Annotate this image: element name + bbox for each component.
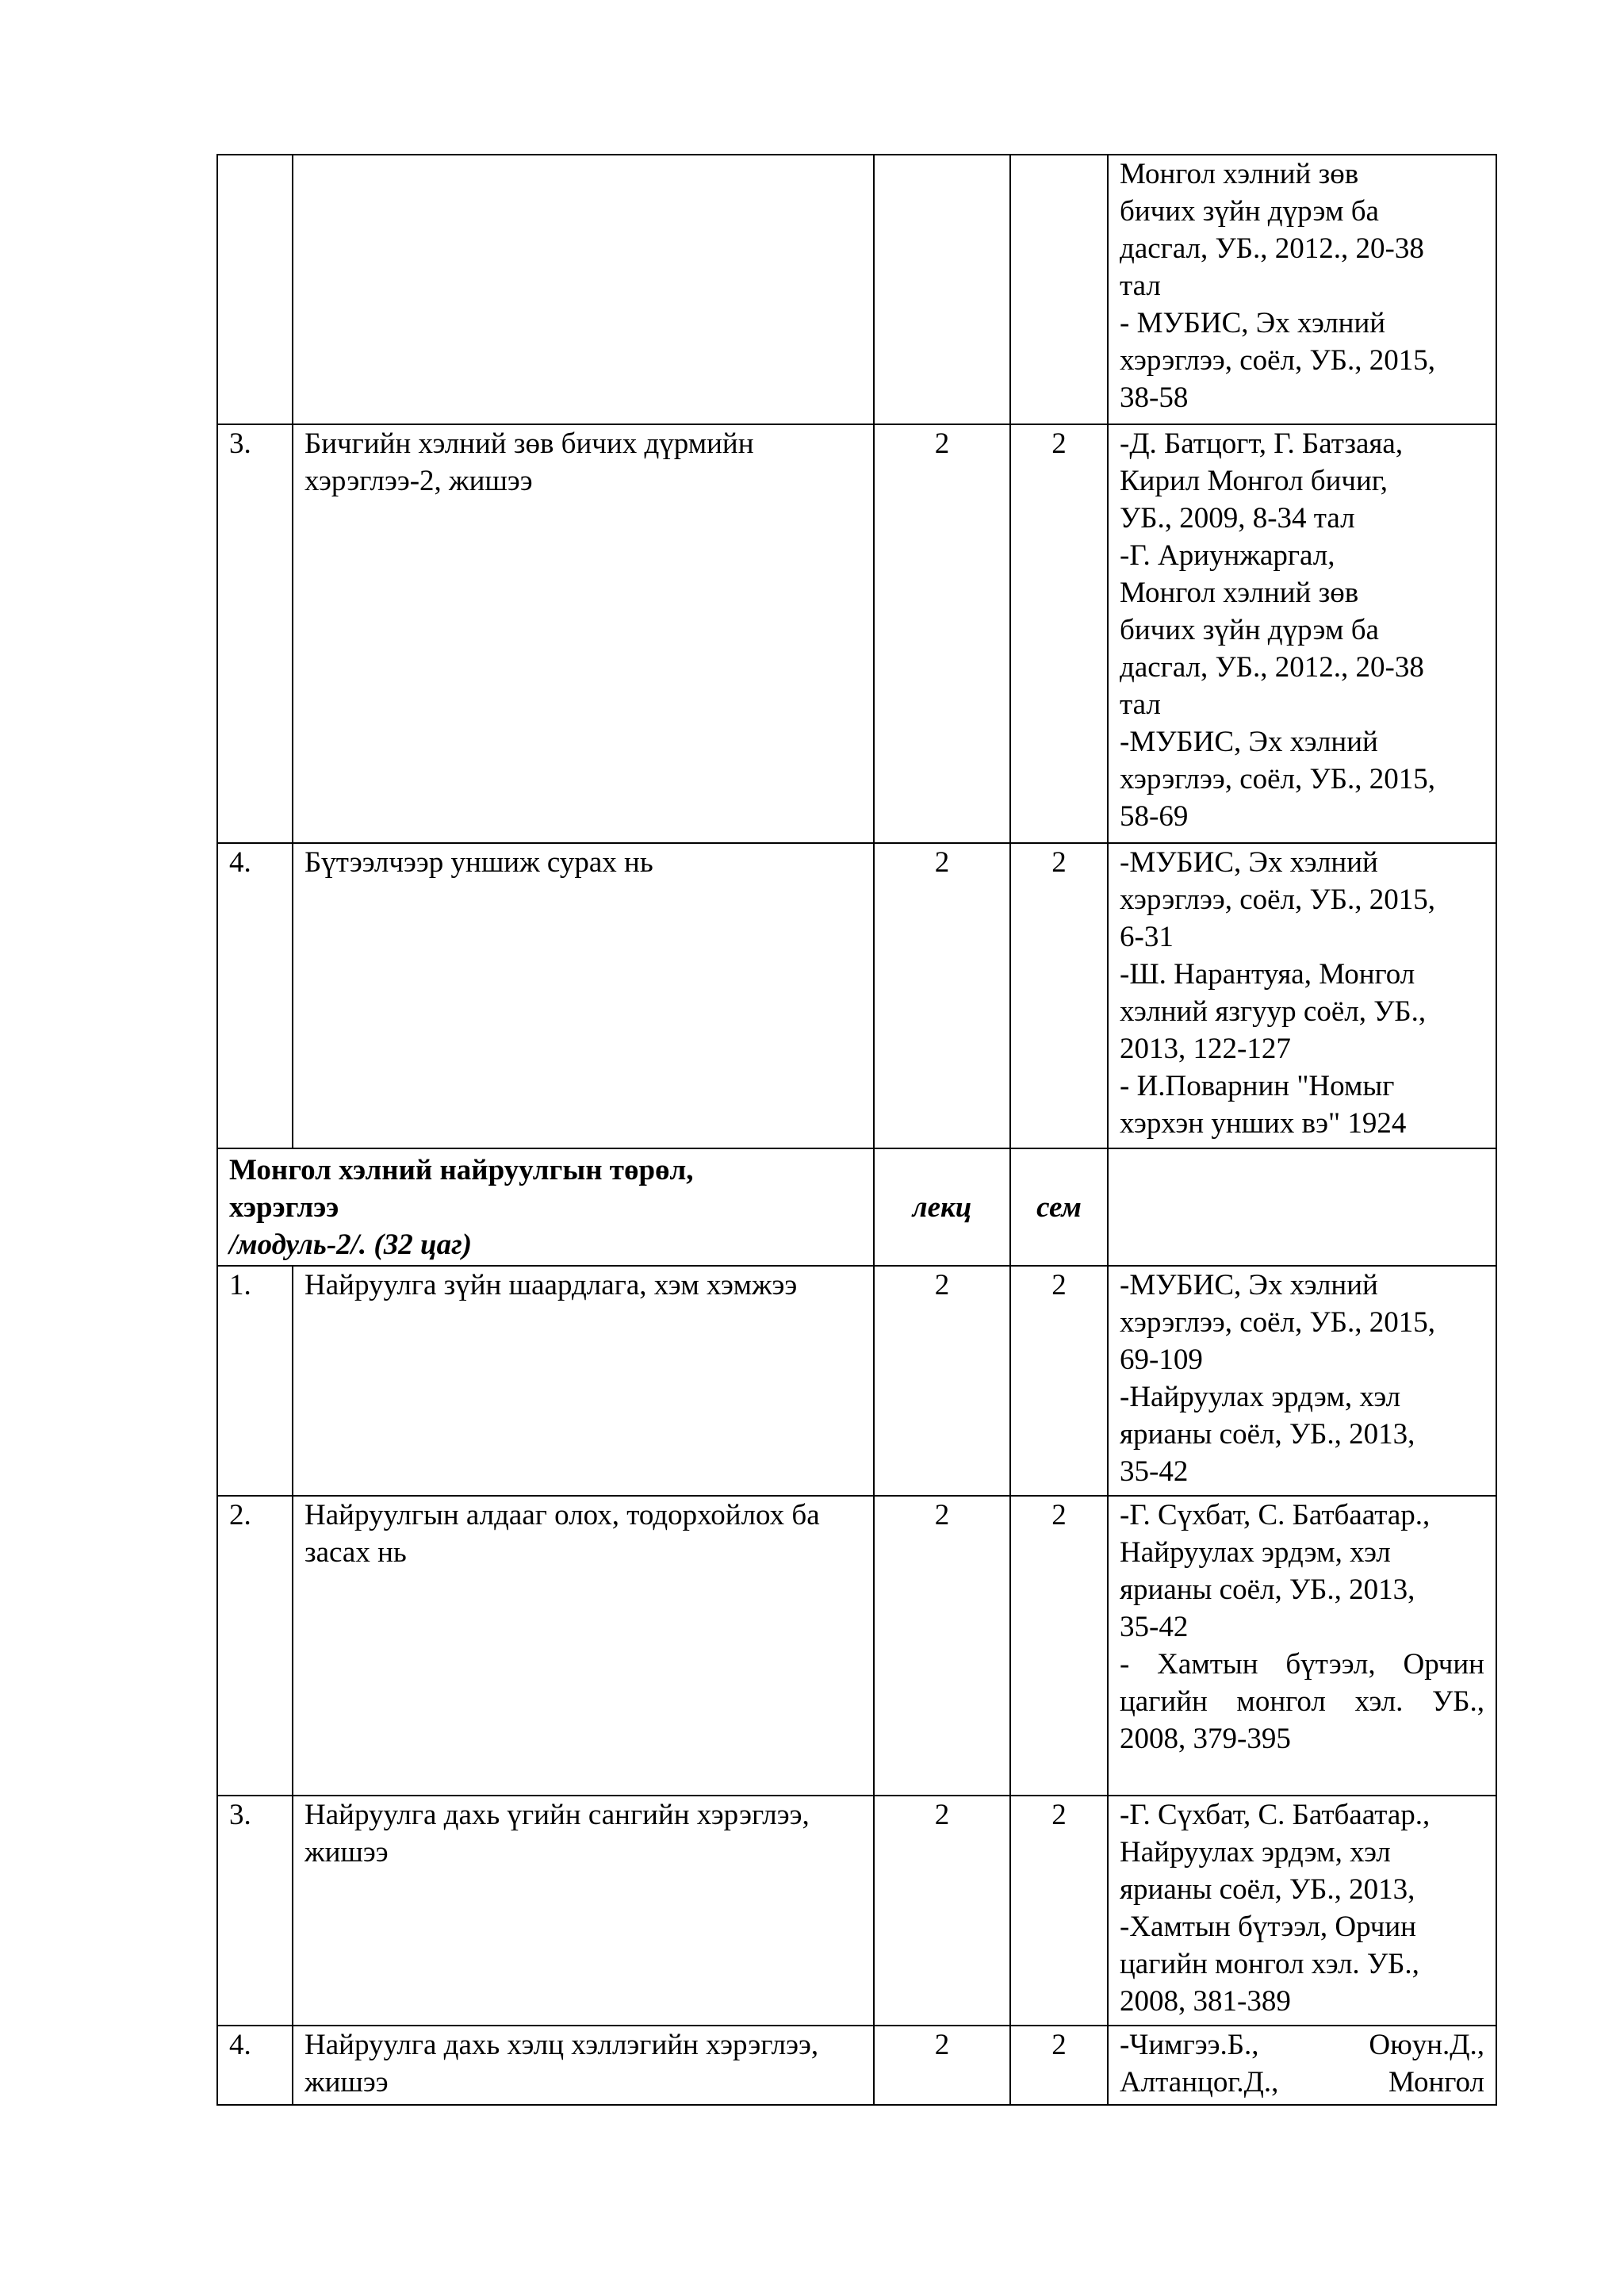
row-seminar-hours: 2 xyxy=(1010,1796,1108,2026)
module-title-line: хэрэглээ xyxy=(229,1190,339,1224)
reference-line: -МУБИС, Эх хэлний xyxy=(1120,726,1378,758)
reference-line: 6-31 xyxy=(1120,921,1174,953)
reference-line: -МУБИС, Эх хэлний xyxy=(1120,1269,1378,1301)
row-seminar-hours: 2 xyxy=(1010,424,1108,843)
reference-line: 69-109 xyxy=(1120,1343,1203,1376)
seminar-column-label: сем xyxy=(1010,1148,1108,1266)
reference-line: -Г. Сүхбат, С. Батбаатар., xyxy=(1120,1499,1431,1531)
table-row xyxy=(217,424,1496,843)
reference-line: дасгал, УБ., 2012., 20-38 xyxy=(1120,232,1424,265)
reference-line: хэлний язгуур соёл, УБ., xyxy=(1120,995,1427,1028)
reference-line: хэрэглээ, соёл, УБ., 2015, xyxy=(1120,884,1435,916)
row-lecture-hours: 2 xyxy=(874,843,1010,1148)
reference-line: 2013, 122-127 xyxy=(1120,1033,1291,1065)
row-lecture-hours: 2 xyxy=(874,1796,1010,2026)
row-references xyxy=(1108,1496,1496,1796)
row-seminar-hours xyxy=(1010,155,1108,424)
reference-line: Алтанцог.Д., Монгол xyxy=(1120,2066,1484,2099)
syllabus-table xyxy=(216,154,1497,2106)
reference-line: Найруулах эрдэм, хэл xyxy=(1120,1836,1391,1869)
row-seminar-hours: 2 xyxy=(1010,1266,1108,1496)
lecture-column-label: лекц xyxy=(874,1148,1010,1266)
row-lecture-hours: 2 xyxy=(874,2026,1010,2105)
reference-line: УБ., 2009, 8-34 тал xyxy=(1120,502,1355,535)
reference-line: 35-42 xyxy=(1120,1611,1189,1643)
row-topic: Найруулга зүйн шаардлага, хэм хэмжээ xyxy=(293,1266,874,1496)
row-seminar-hours: 2 xyxy=(1010,2026,1108,2105)
row-lecture-hours: 2 xyxy=(874,1266,1010,1496)
reference-line: -Г. Сүхбат, С. Батбаатар., xyxy=(1120,1799,1431,1831)
row-number: 4. xyxy=(217,2026,293,2105)
row-number: 1. xyxy=(217,1266,293,1496)
row-number xyxy=(217,155,293,424)
row-lecture-hours: 2 xyxy=(874,424,1010,843)
references-column-label xyxy=(1108,1148,1496,1266)
row-number: 3. xyxy=(217,424,293,843)
row-references xyxy=(1108,2026,1496,2105)
reference-line: 38-58 xyxy=(1120,381,1189,414)
reference-line: Найруулах эрдэм, хэл xyxy=(1120,1536,1391,1569)
reference-line: цагийн монгол хэл. УБ., xyxy=(1120,1685,1484,1718)
reference-line: Монгол хэлний зөв xyxy=(1120,577,1359,609)
row-references xyxy=(1108,843,1496,1148)
row-lecture-hours: 2 xyxy=(874,1496,1010,1796)
reference-line: 58-69 xyxy=(1120,800,1189,833)
reference-line: бичих зүйн дүрэм ба xyxy=(1120,614,1379,646)
module-subtitle: /модуль-2/. (32 цаг) xyxy=(229,1228,473,1261)
reference-line: -Г. Ариунжаргал, xyxy=(1120,539,1335,572)
reference-line: цагийн монгол хэл. УБ., xyxy=(1120,1948,1419,1980)
table-row xyxy=(217,843,1496,1148)
reference-line: хэрхэн унших вэ" 1924 xyxy=(1120,1107,1407,1140)
reference-line: тал xyxy=(1120,688,1161,721)
reference-line: ярианы соёл, УБ., 2013, xyxy=(1120,1418,1415,1451)
reference-line: -Хамтын бүтээл, Орчин xyxy=(1120,1911,1416,1943)
row-topic: Бичгийн хэлний зөв бичих дүрмийн хэрэглээ-2, жишээ xyxy=(293,424,874,843)
row-topic: Найруулгын алдааг олох, тодорхойлох ба засах нь xyxy=(293,1496,874,1796)
reference-line: дасгал, УБ., 2012., 20-38 xyxy=(1120,651,1424,684)
reference-line: 2008, 379-395 xyxy=(1120,1723,1291,1755)
table-row xyxy=(217,1266,1496,1496)
row-references xyxy=(1108,1796,1496,2026)
reference-line: хэрэглээ, соёл, УБ., 2015, xyxy=(1120,344,1435,377)
table-row xyxy=(217,2026,1496,2105)
table-row xyxy=(217,155,1496,424)
reference-line: -МУБИС, Эх хэлний xyxy=(1120,846,1378,879)
row-references xyxy=(1108,155,1496,424)
row-seminar-hours: 2 xyxy=(1010,843,1108,1148)
module-heading-row xyxy=(217,1148,1496,1266)
row-lecture-hours xyxy=(874,155,1010,424)
reference-line: тал xyxy=(1120,270,1161,302)
row-references xyxy=(1108,1266,1496,1496)
reference-line: - И.Поварнин "Номыг xyxy=(1120,1070,1395,1102)
reference-line: Монгол хэлний зөв xyxy=(1120,158,1359,190)
reference-line: Кирил Монгол бичиг, xyxy=(1120,465,1388,497)
reference-line: хэрэглээ, соёл, УБ., 2015, xyxy=(1120,763,1435,795)
row-seminar-hours: 2 xyxy=(1010,1496,1108,1796)
reference-line: 2008, 381-389 xyxy=(1120,1985,1291,2018)
row-topic: Найруулга дахь хэлц хэллэгийн хэрэглээ, жишээ xyxy=(293,2026,874,2105)
reference-line: -Чимгээ.Б., Оюун.Д., xyxy=(1120,2029,1484,2061)
reference-line: 35-42 xyxy=(1120,1455,1189,1488)
reference-line: - МУБИС, Эх хэлний xyxy=(1120,307,1386,339)
module-title-line: Монгол хэлний найруулгын төрөл, xyxy=(229,1153,694,1186)
row-number: 3. xyxy=(217,1796,293,2026)
row-references xyxy=(1108,424,1496,843)
reference-line: -Д. Батцогт, Г. Батзаяа, xyxy=(1120,427,1404,460)
reference-line: ярианы соёл, УБ., 2013, xyxy=(1120,1873,1415,1906)
row-topic xyxy=(293,155,874,424)
reference-line: хэрэглээ, соёл, УБ., 2015, xyxy=(1120,1306,1435,1339)
reference-line: ярианы соёл, УБ., 2013, xyxy=(1120,1573,1415,1606)
row-number: 2. xyxy=(217,1496,293,1796)
row-topic: Найруулга дахь үгийн сангийн хэрэглээ, жишээ xyxy=(293,1796,874,2026)
table-row xyxy=(217,1496,1496,1796)
row-number: 4. xyxy=(217,843,293,1148)
row-topic: Бүтээлчээр уншиж сурах нь xyxy=(293,843,874,1148)
reference-line: бичих зүйн дүрэм ба xyxy=(1120,195,1379,228)
table-row xyxy=(217,1796,1496,2026)
module-title xyxy=(217,1148,874,1266)
reference-line: - Хамтын бүтээл, Орчин xyxy=(1120,1648,1484,1681)
reference-line: -Найруулах эрдэм, хэл xyxy=(1120,1381,1401,1413)
reference-line: -Ш. Нарантуяа, Монгол xyxy=(1120,958,1415,991)
